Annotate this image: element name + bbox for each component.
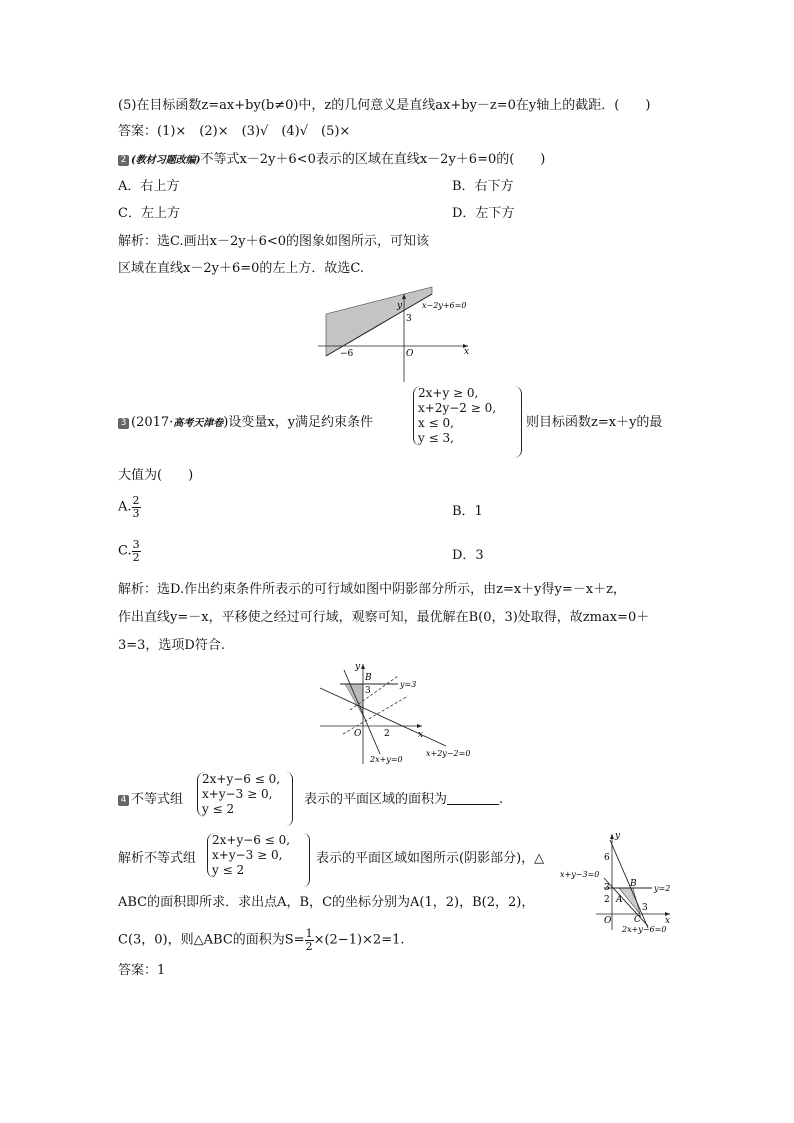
q4-sol3-num: 1 [305,927,313,940]
q4-tick-3x: 3 [642,903,648,913]
q3-stem-pre: )设变量x，y满足约束条件 [223,415,374,430]
q2-x-tick: −6 [340,349,354,359]
q2-option-b: B．右下方 [452,179,514,194]
q4-figure [560,830,680,936]
q3-figure [318,660,478,766]
q3-option-c-label: C. [118,543,132,559]
item5-answer: 答案：(1)× (2)× (3)√ (4)√ (5)× [118,124,351,139]
q2-tag: (教材习题改编) [131,155,201,166]
q3-label-2xy: 2x+y=0 [370,755,403,764]
q4-label-y2: y=2 [654,884,671,893]
q4-sol3-frac [305,928,314,952]
q4-sol-constraint-3: y ≤ 2 [212,863,245,877]
q3-constraint-2: x+2y−2 ≥ 0, [418,401,497,415]
q3-option-a-frac [132,495,141,519]
q4-system-bracket [286,772,293,826]
q3-line-x2y [320,688,446,746]
q4-sol-pre: 解析不等式组 [118,851,197,866]
q3-source: (2017· [131,415,174,430]
q3-stem-line [118,415,373,431]
q4-stem-post: 表示的平面区域的面积为 [304,792,448,807]
q4-label-2xy6: 2x+y−6=0 [622,925,667,934]
q4-sol-3 [118,928,405,952]
q4-point-b: B [630,879,637,889]
q4-sol-constraint-system [207,833,310,878]
q4-point-c: C [634,915,641,925]
item5-text: (5)在目标函数z=ax+by(b≠0)中，z的几何意义是直线ax+by－z=0在y轴上的截距．( ) [118,98,651,113]
q4-line-2xy6 [610,840,648,928]
q4-stem-post-line [304,792,503,808]
q4-constraint-2: x+y−3 ≥ 0, [202,787,273,801]
q2-x-label: x [464,347,470,357]
q3-option-a [118,495,141,519]
q2-origin-label: O [406,349,414,359]
q3-y-label: y [355,662,361,672]
q4-sol-constraint-1: 2x+y−6 ≤ 0, [212,833,291,847]
q3-tick-2: 2 [384,729,390,739]
q2-solution-2: 区域在直线x－2y＋6=0的左上方．故选C. [118,261,364,276]
q4-sol-2: ABC的面积即所求．求出点A，B，C的坐标分别为A(1，2)，B(2，2)， [118,895,535,910]
q2-figure [318,284,478,384]
q4-sol3-pre: C(3，0)，则△ABC的面积为S= [118,932,305,948]
q2-solution-1: 解析：选C.画出x－2y＋6<0的图象如图所示，可知该 [118,234,429,249]
q4-sol-system-bracket [303,833,310,887]
q2-line-label: x−2y+6=0 [422,301,467,310]
q4-stem-end: . [499,792,504,807]
q3-option-d: D．3 [452,548,484,563]
q2-y-tick: 3 [406,314,412,324]
q3-solution-2: 作出直线y=－x，平移使之经过可行域，观察可知，最优解在B(0，3)处取得，故zmax=0＋ [118,610,650,625]
q3-label-x2y: x+2y−2=0 [426,749,471,758]
q3-tag: 高考天津卷 [173,418,224,429]
q4-answer: 答案：1 [118,963,166,978]
q3-option-c [118,539,141,563]
q3-option-c-frac [132,539,141,563]
q3-line-2xy [344,670,380,754]
q2-option-d: D．左下方 [452,206,515,221]
q2-stem-line [118,152,545,168]
q4-tick-2y: 2 [604,895,610,905]
q4-stem-pre-line [118,792,183,808]
q2-stem: 不等式x－2y＋6<0表示的区域在直线x－2y＋6=0的( ) [200,152,546,167]
q3-solution-3: 3=3，选项D符合. [118,638,225,653]
q3-constraint-3: x ≤ 0, [418,416,454,430]
q4-sol3-post: ×(2−1)×2=1. [313,932,405,948]
q4-origin-label: O [604,916,612,926]
q3-system-bracket [513,386,522,458]
q3-stem-post: 则目标函数z=x＋y的最 [526,415,663,430]
q2-option-a: A．右上方 [118,179,180,194]
q3-label-y3: y=3 [400,680,417,689]
q4-sol-post: 表示的平面区域如图所示(阴影部分)，△ [316,851,545,866]
q3-x-label: x [418,730,424,740]
q2-option-c: C．左上方 [118,206,180,221]
q4-tick-3y: 3 [604,883,610,893]
q4-number: 4 [118,795,129,806]
q3-option-a-num: 2 [132,494,140,507]
q3-option-a-den: 3 [132,506,140,520]
q4-answer-blank [447,792,499,805]
q4-sol3-den: 2 [305,939,313,953]
q3-stem-cont: 大值为( ) [118,468,194,483]
q3-constraint-4: y ≤ 3, [418,431,454,445]
q3-feasible-region [345,684,363,716]
q4-constraint-3: y ≤ 2 [202,802,235,816]
q4-stem-pre: 不等式组 [131,792,184,807]
q4-y-label: y [615,831,621,841]
q4-constraint-system [197,772,294,817]
q3-option-c-den: 2 [132,550,140,564]
q3-origin-label: O [354,729,362,739]
q3-constraint-1: 2x+y ≥ 0, [418,386,479,400]
q4-label-xy3: x+y−3=0 [560,870,600,879]
q3-option-a-label: A. [118,499,132,515]
q3-option-b: B．1 [452,504,483,519]
q3-solution-1: 解析：选D.作出约束条件所表示的可行域如图中阴影部分所示，由z=x＋y得y=－x＋z， [118,582,626,597]
q2-number: 2 [118,155,129,166]
q4-tick-6: 6 [604,853,610,863]
q3-tick-3: 3 [365,686,371,696]
q4-point-a: A [616,895,623,905]
q4-x-label: x [665,916,671,926]
q3-constraint-system [413,386,522,446]
q2-y-label: y [397,301,403,311]
q3-option-c-num: 3 [132,538,140,551]
q3-dashed-line-2 [343,696,408,734]
q3-point-b-label: B [365,673,372,683]
q3-number: 3 [118,418,129,429]
q4-constraint-1: 2x+y−6 ≤ 0, [202,772,281,786]
q4-sol-constraint-2: x+y−3 ≥ 0, [212,848,283,862]
